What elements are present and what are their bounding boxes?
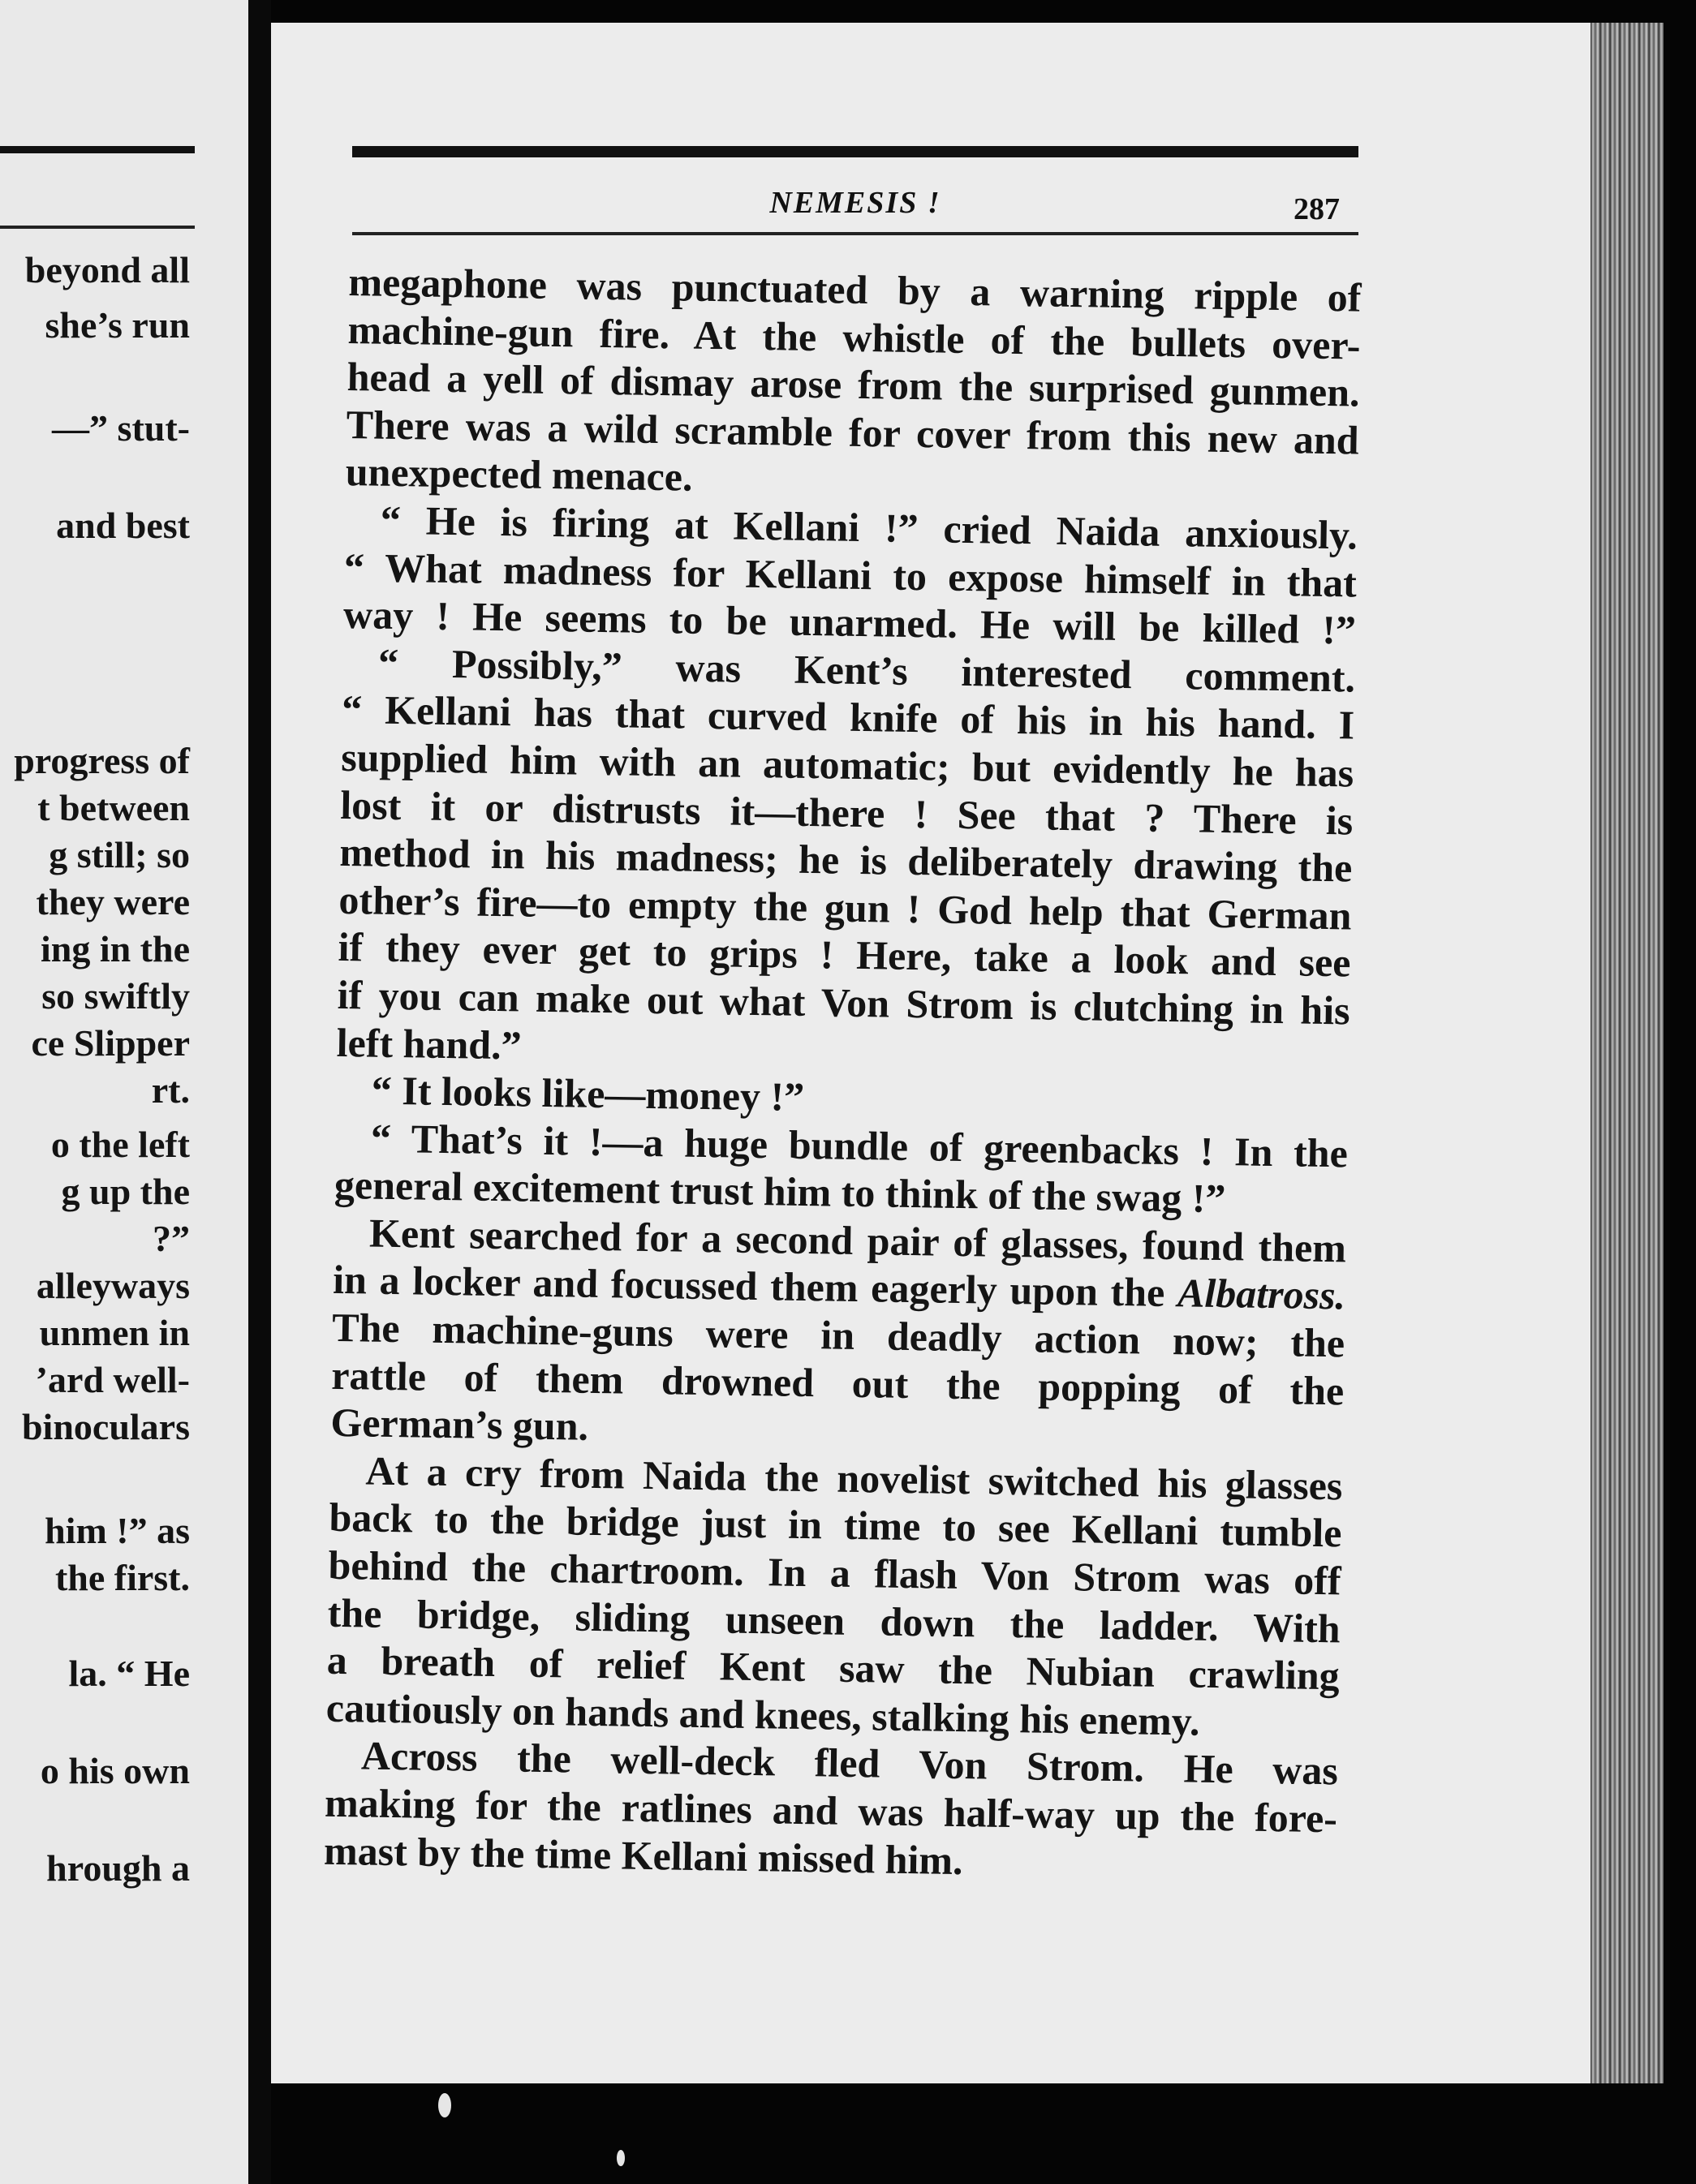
left-page-text-line: hrough a (46, 1847, 190, 1889)
text-line: making for the ratlines and was half-way up the fore- (324, 1779, 1338, 1842)
text-line: “ He is firing at Kellani !” cried Naida anxiously. (380, 497, 1358, 558)
previous-page-fragment (0, 0, 248, 2184)
left-page-text-line: and best (56, 505, 190, 546)
text-line: The machine-guns were in deadly action now; the (331, 1304, 1345, 1366)
dust-speck (438, 2093, 451, 2117)
text-line: general excitement trust him to think of the swag !” (334, 1162, 1226, 1222)
book-page (271, 23, 1591, 2083)
text-line: back to the bridge just in time to see Kellani tumble (329, 1494, 1342, 1556)
left-page-text-line: ?” (153, 1218, 190, 1259)
text-line: head a yell of dismay arose from the surprised gunmen. (347, 354, 1360, 415)
header-rule (0, 226, 195, 229)
left-page-text-line: progress of (14, 740, 190, 781)
text-line: rattle of them drowned out the popping of the (330, 1352, 1345, 1414)
ship-name: Albatross. (1177, 1270, 1346, 1318)
left-page-text-line: g up the (61, 1171, 190, 1212)
left-page-text-line: she’s run (45, 304, 190, 346)
text-line: Kent searched for a second pair of glasses, found them (368, 1210, 1347, 1271)
left-page-text-line: unmen in (39, 1312, 190, 1353)
text-line: behind the chartroom. In a flash Von Strom was off (328, 1541, 1341, 1604)
text-line: German’s gun. (330, 1399, 589, 1450)
text-line: “ That’s it !—a huge bundle of greenbacks ! In the (370, 1115, 1349, 1176)
left-page-text-line: rt. (151, 1069, 190, 1111)
left-page-text-line: him !” as (45, 1510, 190, 1551)
left-page-text-line: o the left (50, 1124, 190, 1165)
book-gutter (248, 0, 271, 2184)
text-line: left hand.” (336, 1019, 523, 1068)
text-line: method in his madness; he is deliberately drawing the (339, 829, 1353, 891)
left-page-text-line: so swiftly (41, 975, 190, 1017)
text-line: “ What madness for Kellani to expose himself in that (343, 544, 1358, 606)
left-page-text-line: t between (37, 787, 190, 828)
dust-speck (617, 2150, 625, 2166)
text-line: in a locker and focussed them eagerly upon the Albatross. (332, 1257, 1346, 1318)
header-rule (0, 146, 195, 153)
left-page-text-line: ’ard well- (35, 1359, 190, 1400)
body-text (324, 258, 1362, 1890)
text-line: megaphone was punctuated by a warning ripple of (348, 258, 1362, 320)
left-page-text-line: the first. (54, 1557, 190, 1598)
left-page-text-line: la. “ He (68, 1653, 190, 1694)
text-line: a breath of relief Kent saw the Nubian crawling (326, 1637, 1341, 1699)
text-line: cautiously on hands and knees, stalking his enemy. (325, 1684, 1200, 1744)
left-page-text-line: g still; so (49, 834, 190, 875)
text-line: “ Kellani has that curved knife of his in his hand. I (341, 686, 1355, 748)
text-line: mast by the time Kellani missed him. (323, 1827, 963, 1883)
text-line: way ! He seems to be unarmed. He will be killed !” (342, 591, 1357, 653)
header-rule (352, 146, 1358, 157)
text-line: if you can make out what Von Strom is clutching in his (337, 971, 1351, 1034)
left-page-text-line: ing in the (40, 928, 190, 969)
text-line: “ Possibly,” was Kent’s interested comment. (377, 639, 1356, 701)
left-page-text-line: ce Slipper (31, 1022, 190, 1064)
left-page-text-line: beyond all (24, 249, 190, 290)
text-line: There was a wild scramble for cover from this new and (346, 401, 1360, 463)
left-page-text-line: they were (36, 881, 190, 922)
text-line: unexpected menace. (345, 449, 693, 501)
text-line: the bridge, sliding unseen down the ladder. With (327, 1589, 1341, 1652)
text-line: if they ever get to grips ! Here, take a look and see (338, 924, 1351, 986)
page-edges (1591, 23, 1664, 2083)
page-number: 287 (1294, 192, 1340, 226)
text-line: Across the well-deck fled Von Strom. He was (360, 1732, 1339, 1794)
running-title: NEMESIS ! (769, 186, 941, 220)
text-line: other’s fire—to empty the gun ! God help that German (338, 876, 1352, 939)
text-line: At a cry from Naida the novelist switched his glasses (365, 1447, 1343, 1509)
left-page-text-line: alleyways (36, 1265, 190, 1306)
left-page-text-line: —” stut- (52, 407, 190, 449)
header-rule (352, 232, 1358, 235)
left-page-text-line: o his own (40, 1750, 190, 1791)
text-line: lost it or distrusts it—there ! See that ? There is (339, 781, 1354, 844)
text-line: supplied him with an automatic; but evidently he has (340, 733, 1354, 796)
text-line: machine-gun fire. At the whistle of the bullets over- (347, 306, 1361, 368)
left-page-text-line: binoculars (21, 1406, 190, 1447)
text-line: “ It looks like—money !” (371, 1067, 805, 1120)
